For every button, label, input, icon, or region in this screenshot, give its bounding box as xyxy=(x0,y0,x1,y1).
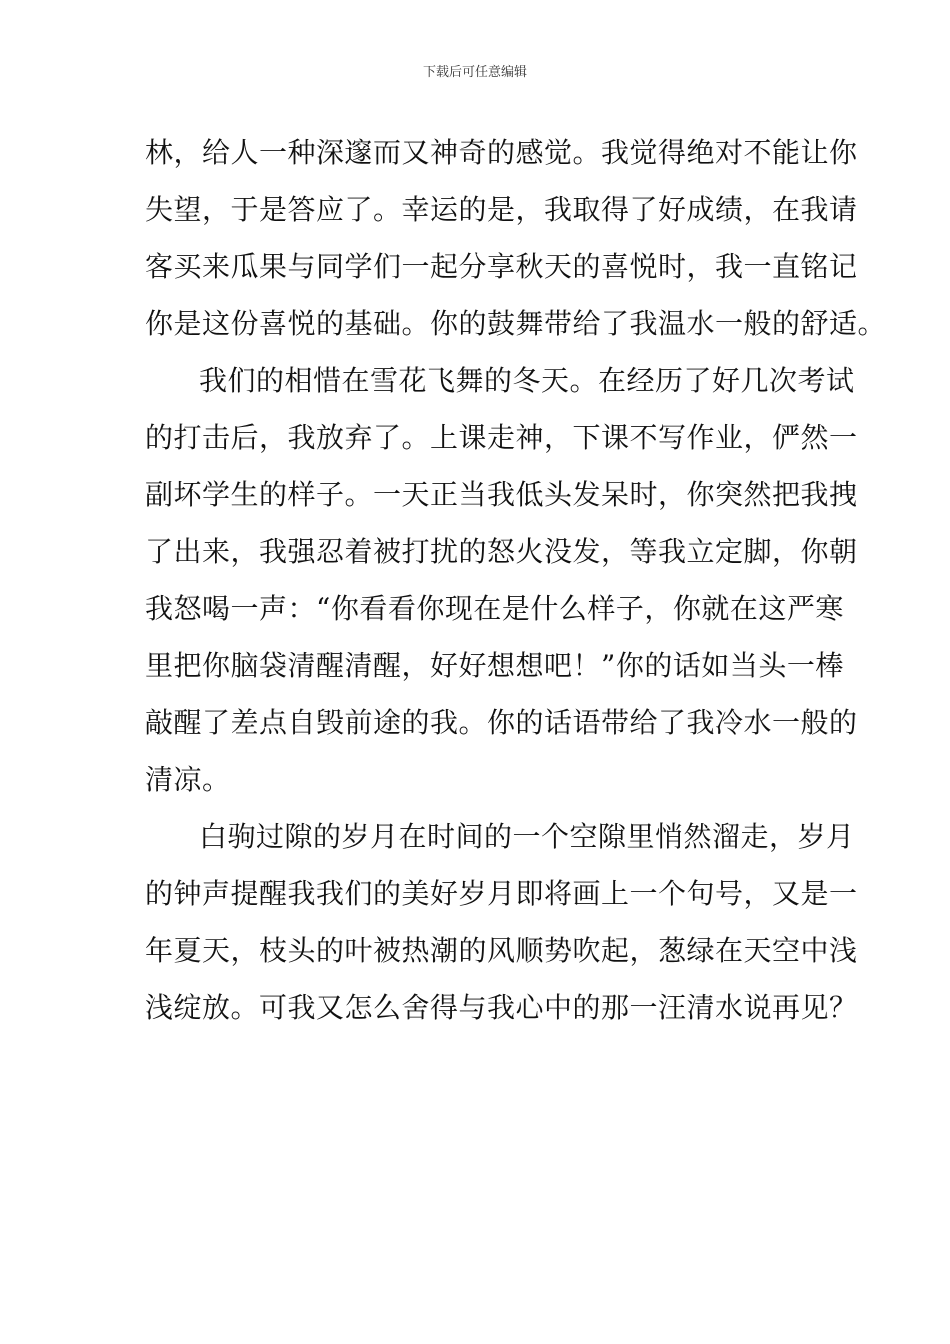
text-line: 你是这份喜悦的基础。你的鼓舞带给了我温水一般的舒适。 xyxy=(145,307,887,340)
page-header: 下载后可任意编辑 xyxy=(422,65,527,80)
text-line: 里把你脑袋清醒清醒，好好想想吧！”你的话如当头一棒 xyxy=(145,649,844,682)
paragraph-winter xyxy=(145,352,858,808)
text-line: 副坏学生的样子。一天正当我低头发呆时，你突然把我拽 xyxy=(145,478,858,511)
text-line: 的打击后，我放弃了。上课走神，下课不写作业，俨然一 xyxy=(145,421,858,454)
text-line: 林，给人一种深邃而又神奇的感觉。我觉得绝对不能让你 xyxy=(145,136,858,169)
text-line: 敲醒了差点自毁前途的我。你的话语带给了我冷水一般的 xyxy=(145,706,858,739)
text-line: 我怒喝一声：“你看看你现在是什么样子，你就在这严寒 xyxy=(145,592,844,625)
text-line: 失望，于是答应了。幸运的是，我取得了好成绩，在我请 xyxy=(145,193,858,226)
text-line: 客买来瓜果与同学们一起分享秋天的喜悦时，我一直铭记 xyxy=(145,250,858,283)
text-line: 我们的相惜在雪花飞舞的冬天。在经历了好几次考试 xyxy=(199,364,855,397)
text-line: 白驹过隙的岁月在时间的一个空隙里悄然溜走，岁月 xyxy=(199,820,855,853)
document-body xyxy=(145,124,887,1036)
text-line: 年夏天，枝头的叶被热潮的风顺势吹起，葱绿在天空中浅 xyxy=(145,934,858,967)
text-line: 清凉。 xyxy=(145,763,231,796)
paragraph-autumn xyxy=(145,124,887,352)
text-line: 浅绽放。可我又怎么舍得与我心中的那一汪清水说再见？ xyxy=(145,991,858,1024)
text-line: 的钟声提醒我我们的美好岁月即将画上一个句号，又是一 xyxy=(145,877,858,910)
text-line: 了出来，我强忍着被打扰的怒火没发，等我立定脚，你朝 xyxy=(145,535,858,568)
paragraph-summer xyxy=(145,808,858,1036)
